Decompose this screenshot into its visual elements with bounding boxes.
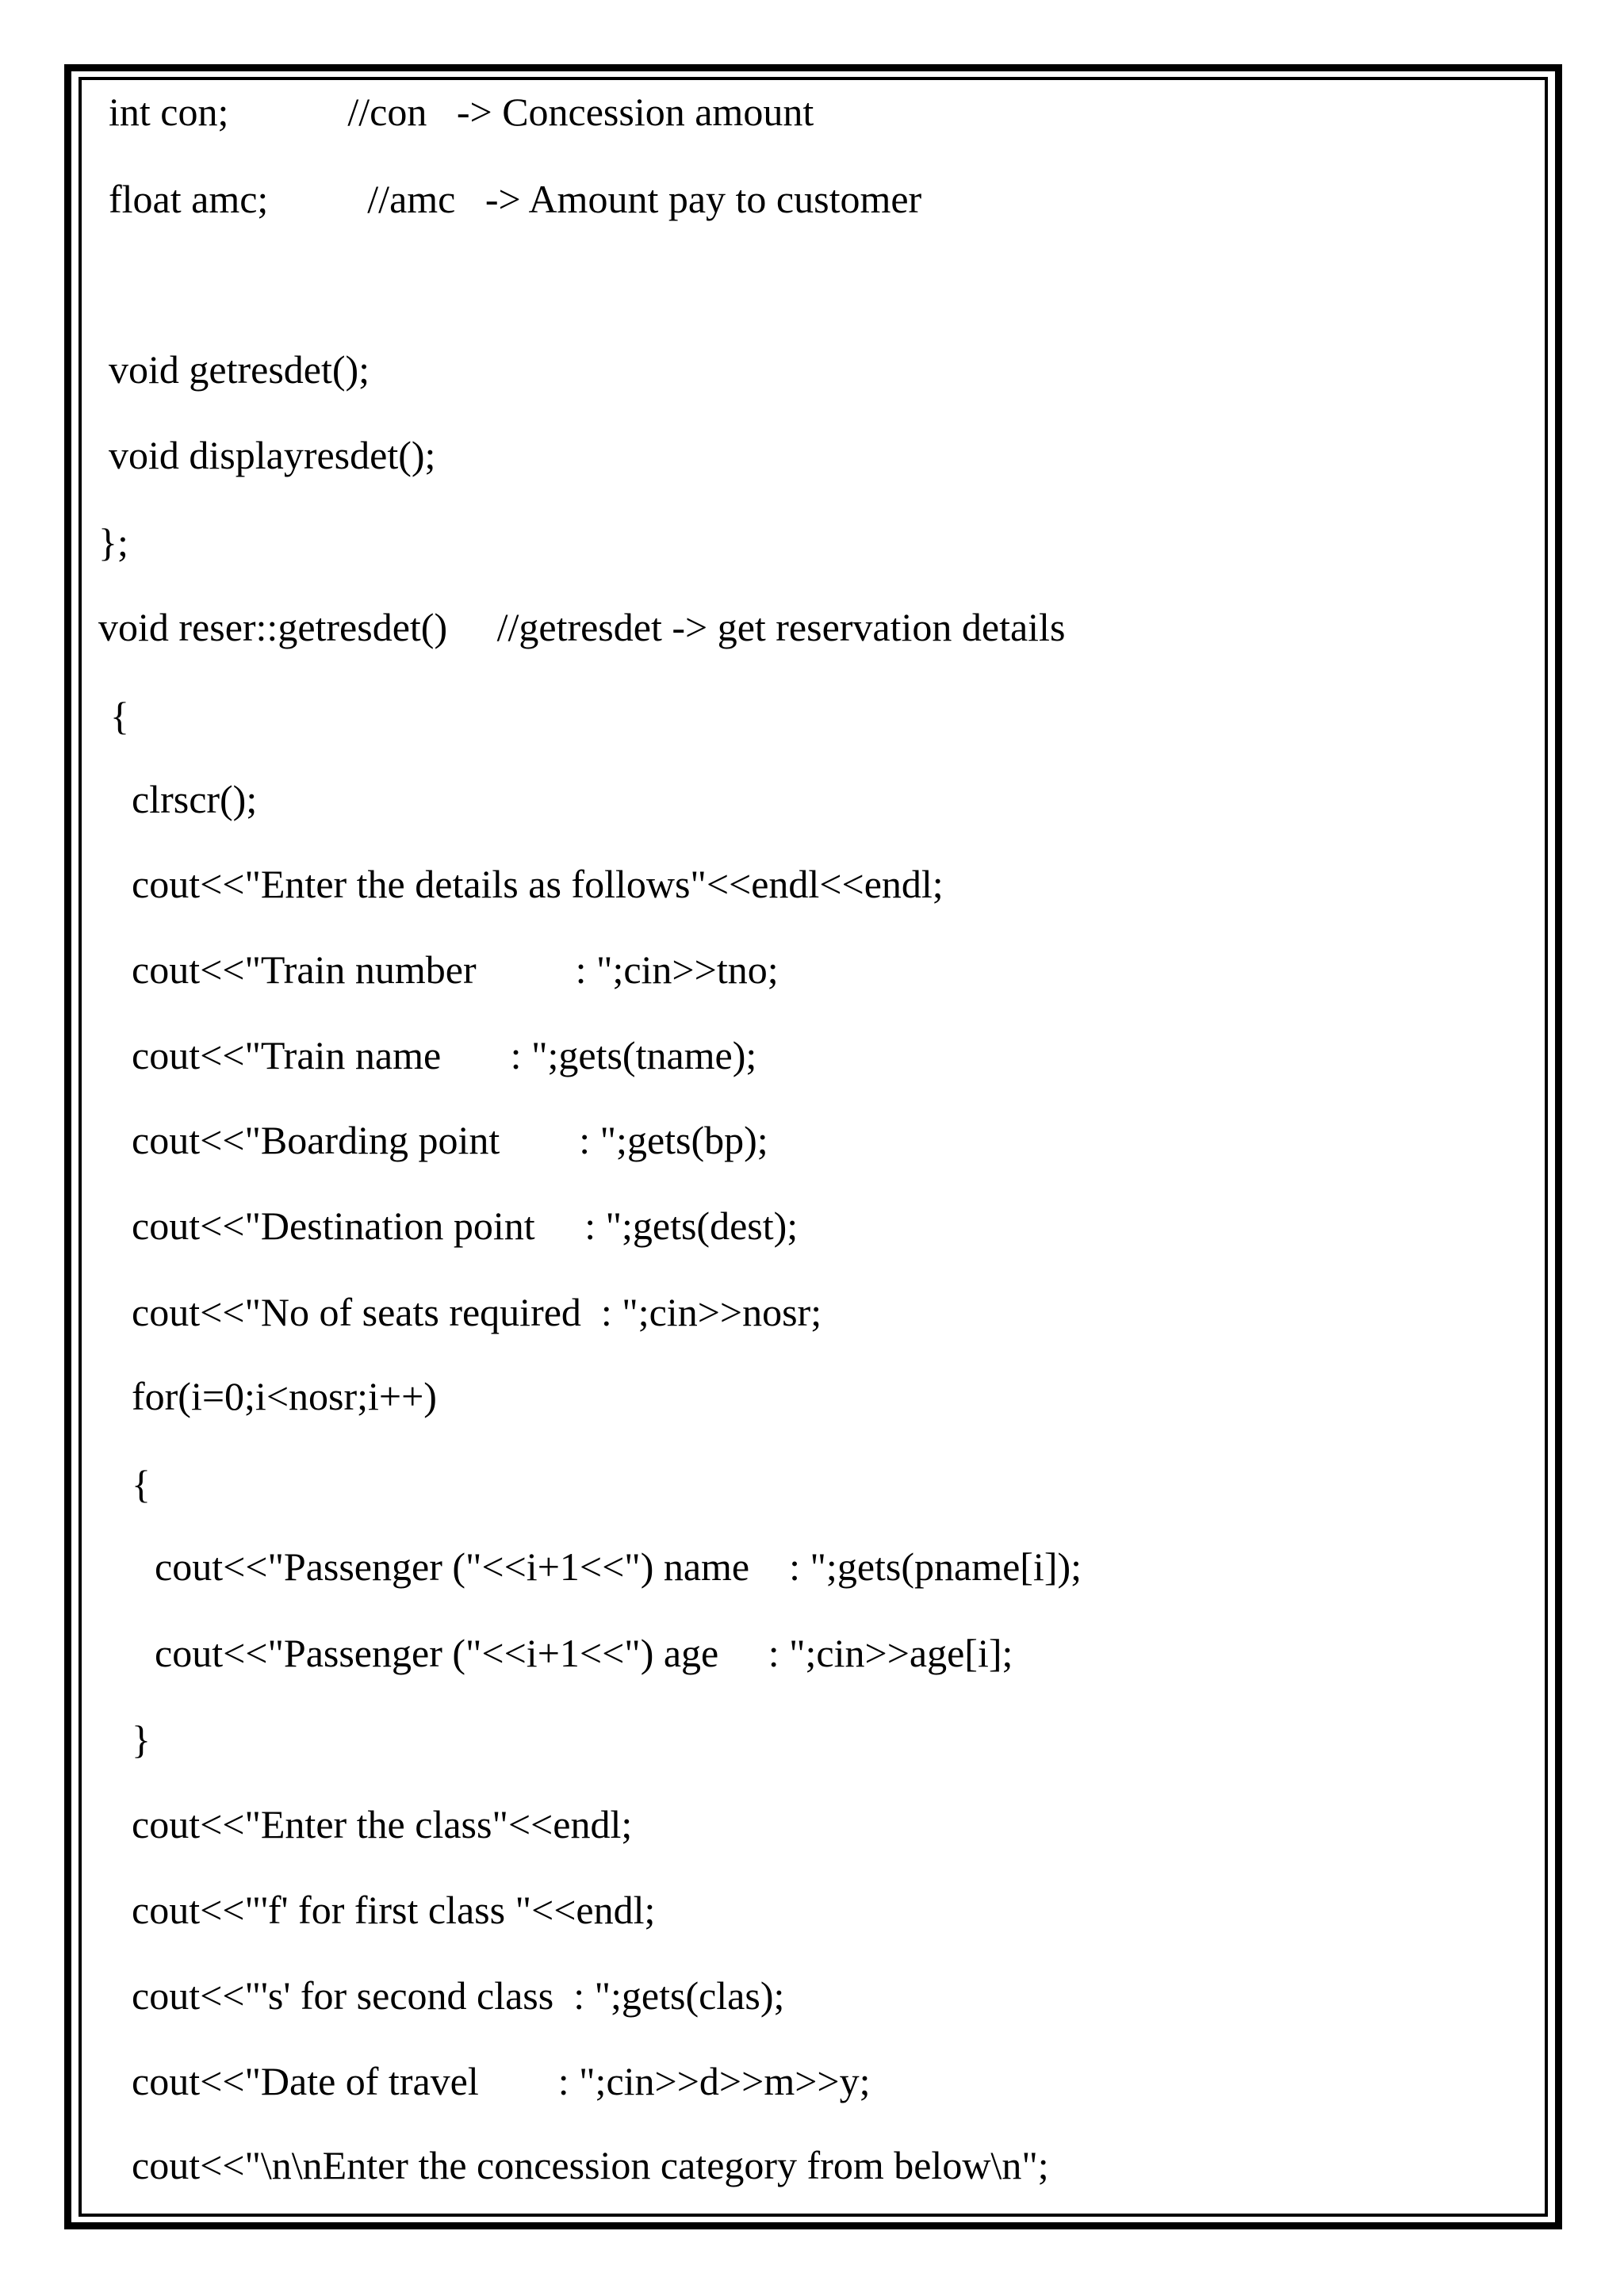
code-line: cout<<"Train name : ";gets(tname);: [132, 1033, 757, 1077]
code-line: float amc; //amc -> Amount pay to customer: [109, 177, 922, 221]
code-line: void getresdet();: [109, 347, 370, 392]
code-line: int con; //con -> Concession amount: [109, 90, 814, 134]
code-line: clrscr();: [132, 777, 258, 821]
code-line: cout<<"Passenger ("<<i+1<<") name : ";gets(pname[i]);: [155, 1544, 1082, 1589]
code-line: cout<<"No of seats required : ";cin>>nosr;: [132, 1290, 822, 1334]
code-line: cout<<"\n\nEnter the concession category from below\n";: [132, 2143, 1049, 2187]
code-line: cout<<"Date of travel : ";cin>>d>>m>>y;: [132, 2059, 871, 2103]
code-line: }: [132, 1717, 151, 1762]
code-line: cout<<"Train number : ";cin>>tno;: [132, 947, 779, 992]
code-line: cout<<"Enter the class"<<endl;: [132, 1802, 633, 1846]
code-line: cout<<"Boarding point : ";gets(bp);: [132, 1118, 768, 1162]
code-line: };: [98, 520, 128, 564]
code-line: cout<<"Passenger ("<<i+1<<") age : ";cin>>age[i];: [155, 1631, 1013, 1675]
code-line: cout<<"Enter the details as follows"<<endl<<endl;: [132, 862, 944, 906]
code-line: for(i=0;i<nosr;i++): [132, 1374, 437, 1418]
code-line: void displayresdet();: [109, 433, 436, 477]
code-line: cout<<"'s' for second class : ";gets(clas);: [132, 1973, 785, 2018]
code-line: cout<<"'f' for first class "<<endl;: [132, 1888, 656, 1932]
code-line: {: [110, 694, 129, 738]
code-line: {: [132, 1462, 151, 1506]
code-line: cout<<"Destination point : ";gets(dest);: [132, 1203, 799, 1248]
code-line: void reser::getresdet() //getresdet -> get reservation details: [98, 605, 1066, 649]
